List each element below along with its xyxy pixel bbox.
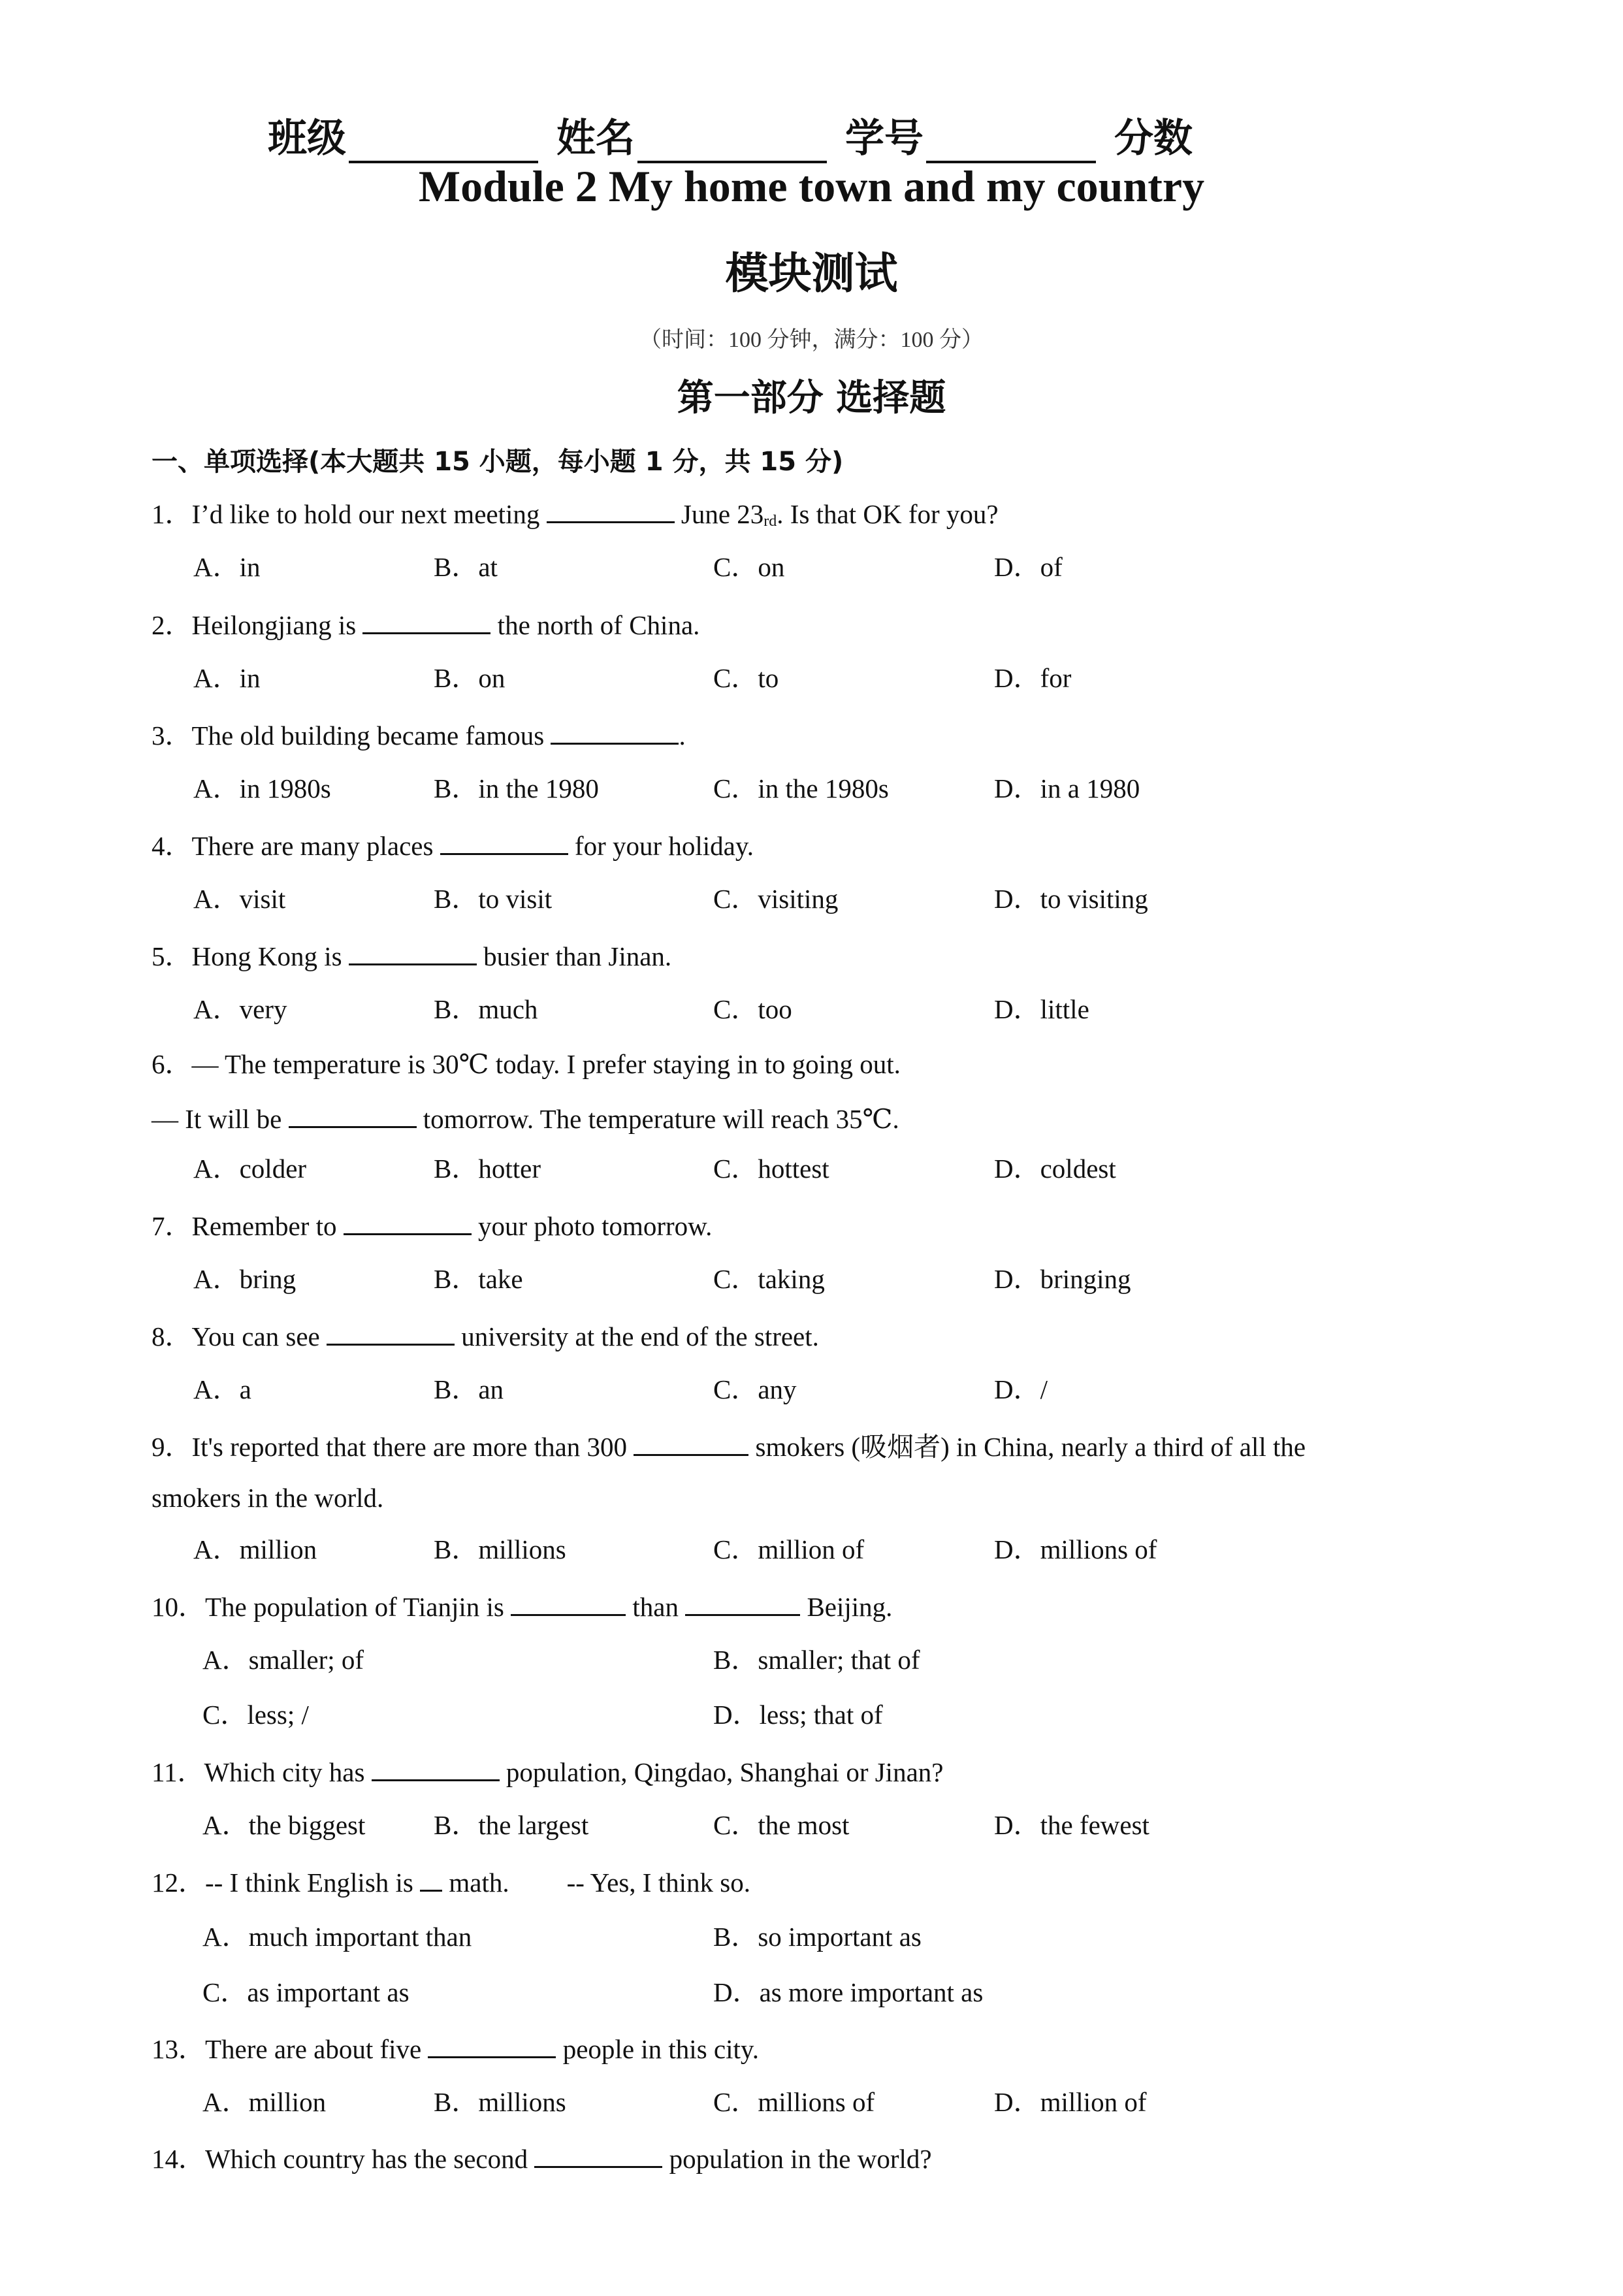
- option-d[interactable]: D．to visiting: [994, 884, 1148, 914]
- option-c[interactable]: C．too: [713, 994, 792, 1024]
- option-c[interactable]: C．as important as: [202, 1977, 410, 2007]
- question-3: [152, 718, 686, 752]
- question-text: .: [679, 720, 686, 751]
- option-a[interactable]: A．very: [193, 994, 287, 1024]
- question-11: [152, 1754, 943, 1788]
- answer-blank[interactable]: [551, 718, 679, 745]
- question-text: population in the world?: [662, 2144, 932, 2174]
- option-a[interactable]: A．million: [202, 2087, 327, 2117]
- option-b[interactable]: B．so important as: [713, 1922, 922, 1952]
- question-text: There are many places: [191, 831, 440, 861]
- option-d[interactable]: D．little: [994, 994, 1089, 1024]
- answer-blank[interactable]: [428, 2031, 556, 2058]
- reply-text: -- Yes, I think so.: [566, 1868, 750, 1898]
- answer-blank[interactable]: [534, 2141, 662, 2168]
- question-number: 10．: [152, 1592, 205, 1622]
- option-d[interactable]: D．coldest: [994, 1154, 1116, 1184]
- option-d[interactable]: D．for: [994, 663, 1072, 693]
- section-title: 一、单项选择(本大题共 15 小题，每小题 1 分，共 15 分): [152, 447, 844, 477]
- option-d[interactable]: D．millions of: [994, 1534, 1157, 1564]
- question-text: The population of Tianjin is: [205, 1592, 511, 1622]
- option-d[interactable]: D．bringing: [994, 1264, 1131, 1294]
- option-a[interactable]: A．million: [193, 1534, 317, 1564]
- question-text: tomorrow. The temperature will reach 35℃.: [416, 1104, 899, 1134]
- option-b[interactable]: B．smaller; that of: [713, 1645, 920, 1675]
- option-b[interactable]: B．the largest: [434, 1810, 589, 1840]
- question-number: 1．: [152, 499, 192, 529]
- option-a[interactable]: A．smaller; of: [202, 1645, 364, 1675]
- option-c[interactable]: C．in the 1980s: [713, 773, 889, 803]
- option-c[interactable]: C．million of: [713, 1534, 865, 1564]
- question-number: 11．: [152, 1757, 204, 1787]
- module-subtitle: 模块测试: [725, 248, 898, 299]
- answer-blank[interactable]: [685, 1589, 800, 1616]
- question-9-line-2: smokers in the world.: [152, 1483, 384, 1513]
- option-c[interactable]: C．on: [713, 552, 785, 582]
- answer-blank[interactable]: [362, 607, 490, 634]
- question-number: 4．: [152, 831, 192, 861]
- class-blank[interactable]: [349, 123, 538, 163]
- question-text: Hong Kong is: [191, 941, 349, 971]
- question-number: 9．: [152, 1432, 192, 1462]
- question-number: 5．: [152, 941, 192, 971]
- question-5: [152, 939, 671, 973]
- question-number: 12．: [152, 1868, 205, 1898]
- question-text: Beijing.: [800, 1592, 893, 1622]
- option-b[interactable]: B．much: [434, 994, 538, 1024]
- module-title: Module 2 My home town and my country: [418, 161, 1205, 211]
- question-7: [152, 1208, 712, 1242]
- option-c[interactable]: C．the most: [713, 1810, 850, 1840]
- option-d[interactable]: D．/: [994, 1374, 1048, 1404]
- option-b[interactable]: B．at: [434, 552, 498, 582]
- question-text: the north of China.: [490, 610, 700, 640]
- question-text: — The temperature is 30℃ today. I prefer staying in to going out.: [191, 1049, 901, 1079]
- option-a[interactable]: A．bring: [193, 1264, 297, 1294]
- option-b[interactable]: B．to visit: [434, 884, 553, 914]
- question-2: [152, 607, 699, 641]
- question-text: June 23: [674, 499, 764, 529]
- part-title: 第一部分 选择题: [677, 377, 946, 419]
- answer-blank[interactable]: [440, 828, 568, 855]
- question-text: . Is that OK for you?: [777, 499, 999, 529]
- option-a[interactable]: A．colder: [193, 1154, 307, 1184]
- question-text: -- I think English is: [205, 1868, 421, 1898]
- question-text: people in this city.: [556, 2034, 759, 2064]
- option-c[interactable]: C．hottest: [713, 1154, 829, 1184]
- class-label: 班级: [268, 116, 346, 161]
- option-c[interactable]: C．millions of: [713, 2087, 875, 2117]
- option-b[interactable]: B．millions: [434, 2087, 566, 2117]
- question-text: busier than Jinan.: [476, 941, 672, 971]
- option-d[interactable]: D．the fewest: [994, 1810, 1149, 1840]
- option-b[interactable]: B．on: [434, 663, 506, 693]
- question-1: [152, 496, 999, 538]
- answer-blank[interactable]: [547, 496, 675, 523]
- question-text: — It will be: [152, 1104, 289, 1134]
- question-text: Which city has: [204, 1757, 372, 1787]
- question-text: You can see: [191, 1321, 327, 1351]
- option-c[interactable]: C．taking: [713, 1264, 825, 1294]
- question-text: population, Qingdao, Shanghai or Jinan?: [499, 1757, 944, 1787]
- option-a[interactable]: A．visit: [193, 884, 286, 914]
- question-text: Which country has the second: [205, 2144, 535, 2174]
- question-4: [152, 828, 754, 862]
- question-number: 8．: [152, 1321, 192, 1351]
- student-id-blank[interactable]: [926, 123, 1096, 163]
- question-number: 3．: [152, 720, 192, 751]
- question-text: smokers (吸烟者) in China, nearly a third of all the: [748, 1432, 1306, 1462]
- question-10: [152, 1589, 892, 1623]
- question-text: Remember to: [191, 1211, 344, 1241]
- question-12: [152, 1865, 750, 1899]
- question-number: 13．: [152, 2034, 205, 2064]
- answer-blank[interactable]: [372, 1754, 500, 1781]
- ordinal-suffix: rd: [763, 513, 777, 530]
- question-text: It's reported that there are more than 300: [191, 1432, 634, 1462]
- question-13: [152, 2031, 759, 2065]
- student-id-label: 学号: [845, 116, 924, 161]
- option-c[interactable]: C．to: [713, 663, 779, 693]
- option-d[interactable]: D．less; that of: [713, 1700, 883, 1730]
- option-d[interactable]: D．of: [994, 552, 1063, 582]
- answer-blank[interactable]: [344, 1208, 472, 1235]
- question-text: than: [626, 1592, 686, 1622]
- question-text: There are about five: [205, 2034, 428, 2064]
- question-text: math.: [442, 1868, 509, 1898]
- option-d[interactable]: D．as more important as: [713, 1977, 984, 2007]
- name-label: 姓名: [556, 116, 635, 161]
- option-a[interactable]: A．in 1980s: [193, 773, 331, 803]
- answer-blank[interactable]: [327, 1319, 455, 1346]
- name-blank[interactable]: [637, 123, 827, 163]
- option-b[interactable]: B．take: [434, 1264, 523, 1294]
- answer-blank[interactable]: [349, 939, 477, 965]
- answer-blank[interactable]: [634, 1429, 748, 1456]
- option-c[interactable]: C．any: [713, 1374, 797, 1404]
- question-text: your photo tomorrow.: [471, 1211, 713, 1241]
- question-text: Heilongjiang is: [191, 610, 363, 640]
- question-text: for your holiday.: [568, 831, 754, 861]
- student-info-header: [268, 111, 1215, 163]
- question-14: [152, 2141, 932, 2175]
- question-6: [152, 1048, 901, 1080]
- option-a[interactable]: A．in: [193, 552, 261, 582]
- question-number: 2．: [152, 610, 192, 640]
- question-text: I’d like to hold our next meeting: [191, 499, 547, 529]
- option-d[interactable]: D．in a 1980: [994, 773, 1140, 803]
- answer-blank[interactable]: [289, 1101, 417, 1128]
- option-c[interactable]: C．visiting: [713, 884, 839, 914]
- option-a[interactable]: A．a: [193, 1374, 251, 1404]
- score-label: 分数: [1114, 116, 1193, 161]
- question-9: [152, 1429, 1306, 1463]
- answer-blank[interactable]: [420, 1865, 442, 1892]
- option-c[interactable]: C．less; /: [202, 1700, 309, 1730]
- option-a[interactable]: A．the biggest: [202, 1810, 366, 1840]
- option-a[interactable]: A．much important than: [202, 1922, 472, 1952]
- question-text: university at the end of the street.: [455, 1321, 819, 1351]
- option-a[interactable]: A．in: [193, 663, 261, 693]
- answer-blank[interactable]: [511, 1589, 626, 1616]
- option-b[interactable]: B．millions: [434, 1534, 566, 1564]
- question-6-line-2: [152, 1101, 899, 1135]
- option-b[interactable]: B．an: [434, 1374, 504, 1404]
- option-b[interactable]: B．hotter: [434, 1154, 541, 1184]
- time-note: （时间：100 分钟，满分：100 分）: [639, 328, 984, 352]
- question-number: 14．: [152, 2144, 205, 2174]
- question-number: 6．: [152, 1049, 192, 1079]
- question-text: The old building became famous: [191, 720, 551, 751]
- question-number: 7．: [152, 1211, 192, 1241]
- option-d[interactable]: D．million of: [994, 2087, 1147, 2117]
- option-b[interactable]: B．in the 1980: [434, 773, 599, 803]
- question-8: [152, 1319, 819, 1353]
